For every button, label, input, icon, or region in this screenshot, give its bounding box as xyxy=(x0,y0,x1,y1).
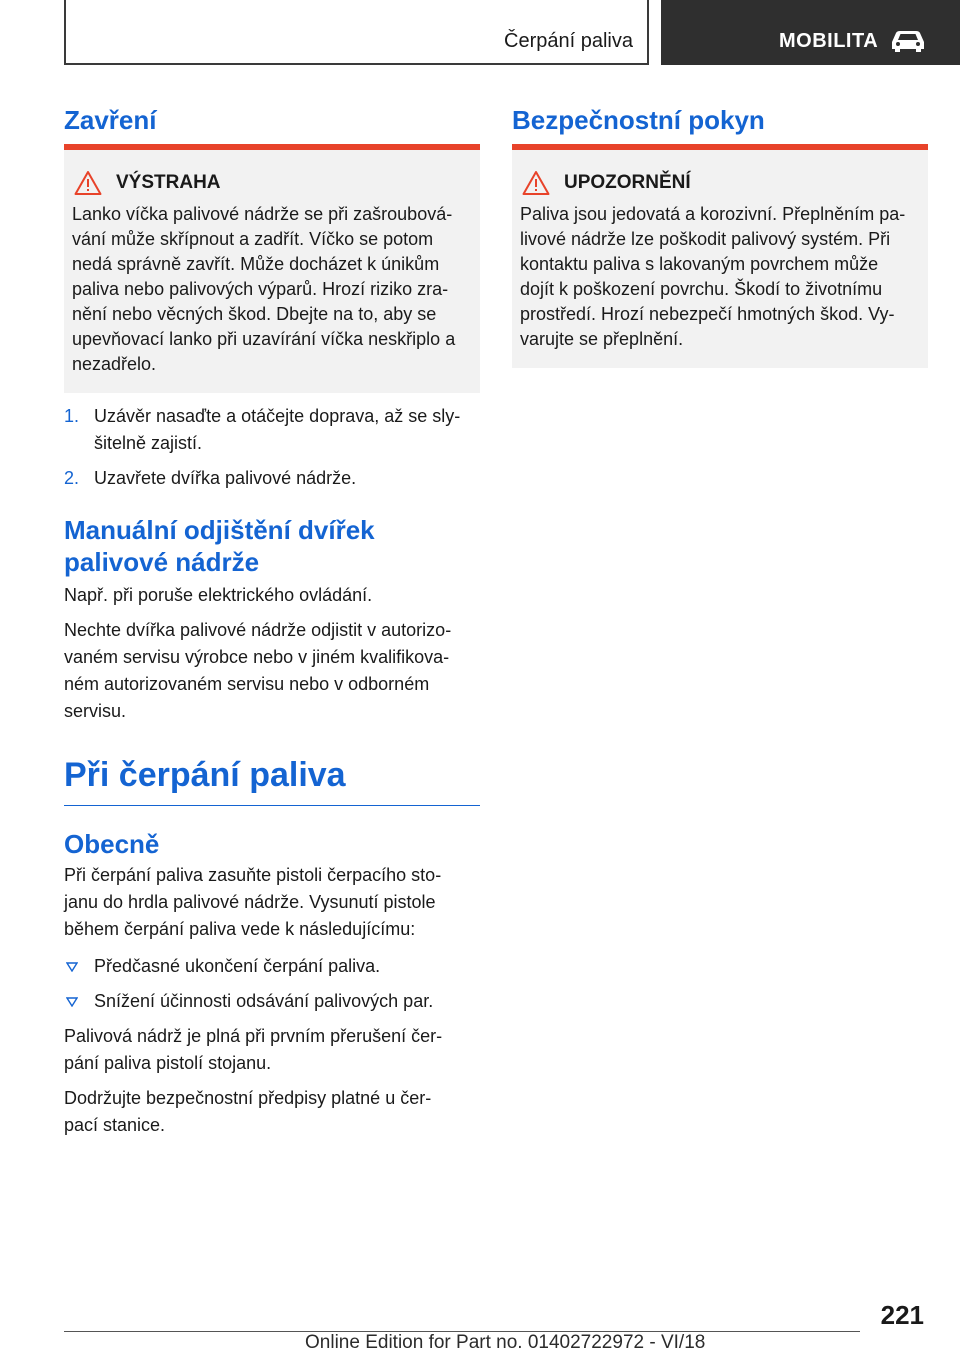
triangle-bullet-icon xyxy=(66,997,78,1007)
effects-list xyxy=(64,953,480,1015)
notice-label: UPOZORNĚNÍ xyxy=(564,172,691,193)
list-item-text: Snížení účinnosti odsávání palivových par. xyxy=(94,991,434,1011)
notice-line: prostředí. Hrozí nebezpečí hmotných škod. Vy- xyxy=(520,304,895,324)
step-number: 2. xyxy=(64,468,80,488)
refuel-heading: Při čerpání paliva xyxy=(64,755,480,806)
header-section-box xyxy=(64,0,649,65)
para-line: pání paliva pistolí stojanu. xyxy=(64,1053,272,1073)
list-item-text: Předčasné ukončení čerpání paliva. xyxy=(94,956,381,976)
heading-line: Manuální odjištění dvířek xyxy=(64,515,375,545)
notice-box xyxy=(512,150,928,368)
safety-heading: Bezpečnostní pokyn xyxy=(512,100,928,150)
left-column xyxy=(64,100,480,1139)
general-intro xyxy=(64,862,480,943)
manual-unlock-heading xyxy=(64,514,480,578)
manual-para-2 xyxy=(64,617,480,725)
notice-line: Paliva jsou jedovatá a korozivní. Přeplněním pa- xyxy=(520,204,906,224)
step-number: 1. xyxy=(64,406,80,426)
safety-rules-para xyxy=(64,1085,480,1139)
manual-para-1: Např. při poruše elektrického ovládání. xyxy=(64,585,373,605)
edition-note: Online Edition for Part no. 01402722972 - VI/18 xyxy=(305,1332,706,1353)
para-line: Palivová nádrž je plná při prvním přerušení čer- xyxy=(64,1026,443,1046)
chapter-tab-label: MOBILITA xyxy=(779,30,879,52)
notice-text xyxy=(520,202,920,352)
right-column xyxy=(512,100,928,368)
para-line: vaném servisu výrobce nebo v jiném kvalifikova- xyxy=(64,647,450,667)
closing-steps xyxy=(64,403,480,492)
step-line: Uzávěr nasaďte a otáčejte doprava, až se sly- xyxy=(94,406,461,426)
section-title: Čerpání paliva xyxy=(504,30,633,52)
warning-label: VÝSTRAHA xyxy=(116,172,221,193)
warning-line: upevňovací lanko při uzavírání víčka neskřiplo a xyxy=(72,329,456,349)
para-line: Při čerpání paliva zasuňte pistoli čerpacího sto- xyxy=(64,865,442,885)
warning-line: nedá správně zavřít. Může docházet k únikům xyxy=(72,254,440,274)
triangle-bullet-icon xyxy=(66,962,78,972)
page-number: 221 xyxy=(880,1300,924,1330)
step-item xyxy=(64,465,480,492)
notice-line: varujte se přeplnění. xyxy=(520,329,684,349)
tank-full-para xyxy=(64,1023,480,1077)
para-line: Dodržujte bezpečnostní předpisy platné u čer- xyxy=(64,1088,432,1108)
general-heading: Obecně xyxy=(64,829,160,859)
para-line: pací stanice. xyxy=(64,1115,166,1135)
warning-line: nezadřelo. xyxy=(72,354,157,374)
warning-line: Lanko víčka palivové nádrže se při zašroubová- xyxy=(72,204,453,224)
para-line: janu do hrdla palivové nádrže. Vysunutí pistole xyxy=(64,892,436,912)
step-line: Uzavřete dvířka palivové nádrže. xyxy=(94,468,357,488)
warning-line: nění nebo věcných škod. Dbejte na to, aby se xyxy=(72,304,437,324)
heading-line: palivové nádrže xyxy=(64,547,260,577)
notice-line: dojít k poškození povrchu. Škodí to životnímu xyxy=(520,279,883,299)
car-icon xyxy=(889,28,927,54)
para-line: ném autorizovaném servisu nebo v odborném xyxy=(64,674,430,694)
para-line: Nechte dvířka palivové nádrže odjistit v autorizo- xyxy=(64,620,452,640)
warning-triangle-icon xyxy=(74,170,102,196)
caution-triangle-icon xyxy=(522,170,550,196)
warning-line: vání může skřípnout a zadřít. Víčko se potom xyxy=(72,229,434,249)
closing-heading: Zavření xyxy=(64,100,480,150)
list-item xyxy=(64,953,480,980)
para-line: během čerpání paliva vede k následujícímu: xyxy=(64,919,416,939)
chapter-tab xyxy=(661,0,960,65)
warning-box xyxy=(64,150,480,393)
notice-line: livové nádrže lze poškodit palivový systém. Při xyxy=(520,229,891,249)
warning-line: paliva nebo palivových výparů. Hrozí riziko zra- xyxy=(72,279,449,299)
para-line: servisu. xyxy=(64,701,127,721)
warning-text xyxy=(72,202,472,377)
notice-line: kontaktu paliva s lakovaným povrchem může xyxy=(520,254,879,274)
list-item xyxy=(64,988,480,1015)
step-line: šitelně zajistí. xyxy=(94,433,203,453)
step-item xyxy=(64,403,480,457)
